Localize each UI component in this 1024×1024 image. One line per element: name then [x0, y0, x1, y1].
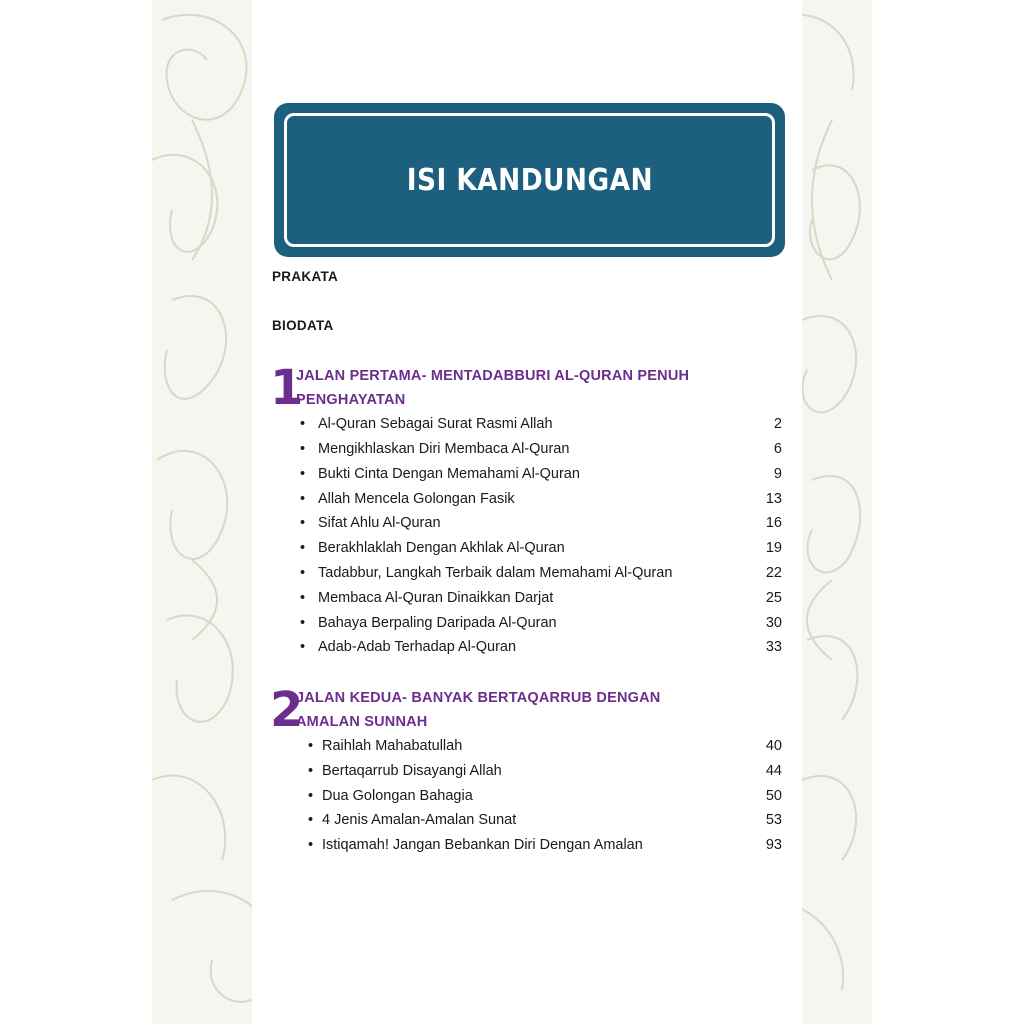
toc-entry-page: 93	[765, 837, 782, 853]
prakata-heading: PRAKATA	[272, 269, 339, 284]
toc-entry-page: 6	[773, 441, 782, 457]
toc-entry[interactable]	[300, 412, 782, 437]
toc-entry[interactable]	[308, 734, 782, 759]
chapter-number: 2	[270, 682, 304, 738]
toc-entry[interactable]	[300, 586, 782, 611]
toc-entry-page: 2	[773, 416, 782, 432]
toc-entry-label: 4 Jenis Amalan-Amalan Sunat	[322, 812, 517, 828]
toc-entry[interactable]	[308, 808, 782, 833]
toc-entry[interactable]	[300, 437, 782, 462]
bullet-icon: •	[300, 441, 306, 457]
bullet-icon: •	[308, 788, 314, 804]
chapter-number: 1	[270, 360, 304, 416]
toc-entry-page: 13	[765, 491, 782, 507]
toc-entry-page: 16	[765, 515, 782, 531]
toc-entry-page: 9	[773, 466, 782, 482]
toc-entry[interactable]	[300, 635, 782, 660]
toc-entry[interactable]	[300, 511, 782, 536]
toc-entry-page: 40	[765, 738, 782, 754]
toc-entry-label: Bahaya Berpaling Daripada Al-Quran	[318, 615, 557, 631]
bullet-icon: •	[300, 639, 306, 655]
toc-entry-label: Raihlah Mahabatullah	[322, 738, 463, 754]
bullet-icon: •	[308, 763, 314, 779]
toc-entry-label: Al-Quran Sebagai Surat Rasmi Allah	[318, 416, 553, 432]
toc-entry[interactable]	[300, 611, 782, 636]
toc-entry-page: 25	[765, 590, 782, 606]
bullet-icon: •	[308, 738, 314, 754]
toc-entry[interactable]	[300, 561, 782, 586]
bullet-icon: •	[300, 466, 306, 482]
toc-entry-label: Allah Mencela Golongan Fasik	[318, 491, 515, 507]
bullet-icon: •	[300, 416, 306, 432]
bullet-icon: •	[300, 615, 306, 631]
toc-entry-page: 22	[765, 565, 782, 581]
toc-entry-label: Mengikhlaskan Diri Membaca Al-Quran	[318, 441, 570, 457]
title-banner	[274, 103, 785, 257]
toc-entry-label: Istiqamah! Jangan Bebankan Diri Dengan Amalan	[322, 837, 643, 853]
toc-entry-label: Berakhlaklah Dengan Akhlak Al-Quran	[318, 540, 565, 556]
title-frame	[284, 113, 775, 247]
bullet-icon: •	[308, 837, 314, 853]
bullet-icon: •	[300, 515, 306, 531]
toc-entry-label: Membaca Al-Quran Dinaikkan Darjat	[318, 590, 554, 606]
toc-entry[interactable]	[308, 759, 782, 784]
toc-entry-page: 33	[765, 639, 782, 655]
chapter-title: JALAN PERTAMA- MENTADABBURI AL-QURAN PENUH PENGHAYATAN	[296, 368, 690, 408]
toc-entry-label: Bertaqarrub Disayangi Allah	[322, 763, 502, 779]
toc-entry-page: 53	[765, 812, 782, 828]
bullet-icon: •	[300, 491, 306, 507]
bullet-icon: •	[300, 540, 306, 556]
toc-entry[interactable]	[300, 462, 782, 487]
page-title: ISI KANDUNGAN	[406, 162, 653, 198]
chapter-title: JALAN KEDUA- BANYAK BERTAQARRUB DENGAN AMALAN SUNNAH	[296, 690, 661, 730]
toc-entry-label: Adab-Adab Terhadap Al-Quran	[318, 639, 517, 655]
toc-entry-label: Sifat Ahlu Al-Quran	[318, 515, 441, 531]
toc-entry[interactable]	[308, 833, 782, 858]
toc-entry[interactable]	[308, 784, 782, 809]
toc-entry-page: 44	[765, 763, 782, 779]
toc-entry[interactable]	[300, 487, 782, 512]
toc-entry-page: 19	[765, 540, 782, 556]
bullet-icon: •	[300, 590, 306, 606]
toc-entry-page: 50	[765, 788, 782, 804]
toc-entry-label: Bukti Cinta Dengan Memahami Al-Quran	[318, 466, 580, 482]
bullet-icon: •	[300, 565, 306, 581]
toc-entry[interactable]	[300, 536, 782, 561]
toc-entry-label: Dua Golongan Bahagia	[322, 788, 473, 804]
toc-entry-label: Tadabbur, Langkah Terbaik dalam Memahami Al-Quran	[318, 565, 673, 581]
toc-entry-page: 30	[765, 615, 782, 631]
bullet-icon: •	[308, 812, 314, 828]
biodata-heading: BIODATA	[272, 318, 334, 333]
